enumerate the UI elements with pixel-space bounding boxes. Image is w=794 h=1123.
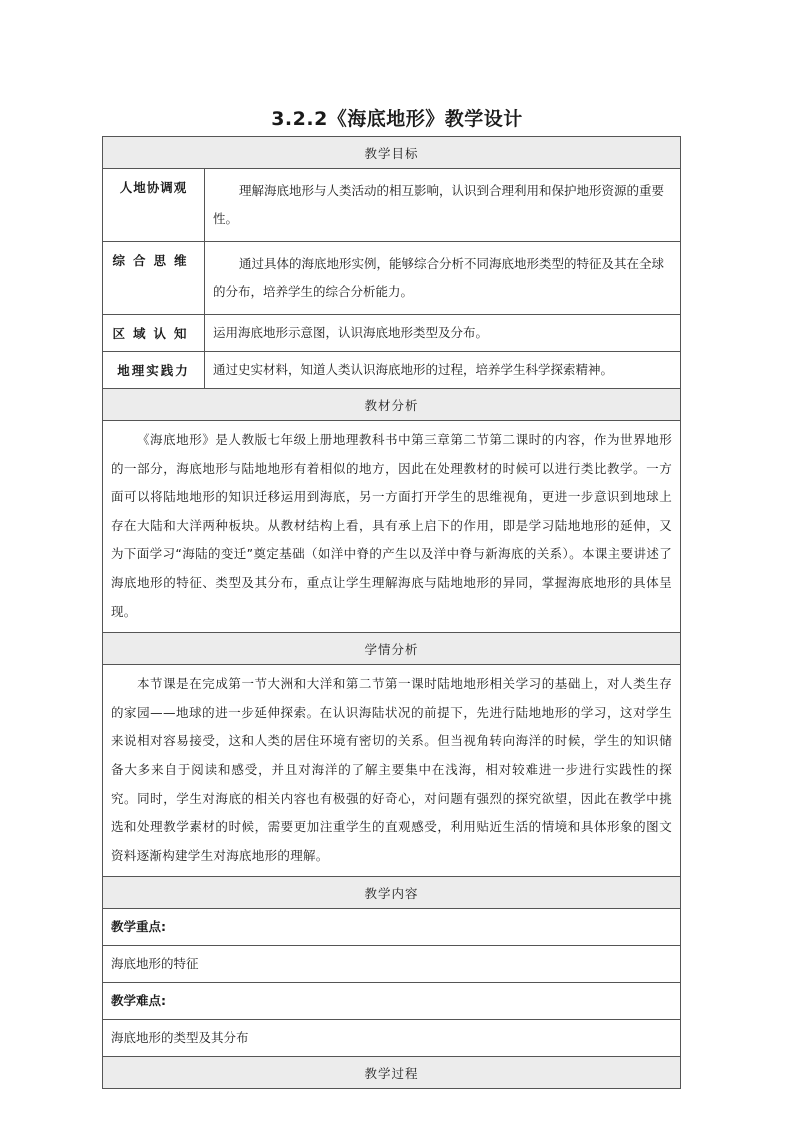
key-points-label: 教学重点: bbox=[103, 909, 681, 946]
page-title: 3.2.2《海底地形》教学设计 bbox=[271, 108, 523, 130]
learner-analysis-text: 本节课是在完成第一节大洲和大洋和第二节第一课时陆地地形相关学习的基础上，对人类生存的家园——地球的进一步延伸探索。在认识海陆状况的前提下，先进行陆地地形的学习，这对学生来说相对容易接受，这和人类的居住环境有密切的关系。但当视角转向海洋的时候，学生的知识储备大多来自于阅读和感受，并且对海洋的了解主要集中在浅海，相对较难进一步进行实践性的探究。同时，学生对海底的相关内容也有极强的好奇心，对问题有强烈的探究欲望，因此在教学中挑选和处理教学素材的时候，需要更加注重学生的直观感受，利用贴近生活的情境和具体形象的图文资料逐渐构建学生对海底地形的理解。 bbox=[103, 665, 681, 877]
goal-row bbox=[103, 169, 681, 242]
goal-label: 人地协调观 bbox=[103, 169, 205, 242]
difficult-points-label: 教学难点: bbox=[103, 983, 681, 1020]
goal-row bbox=[103, 352, 681, 389]
section-header-material: 教材分析 bbox=[103, 389, 681, 421]
goal-text: 理解海底地形与人类活动的相互影响，认识到合理利用和保护地形资源的重要性。 bbox=[205, 169, 681, 242]
goal-label: 地理实践力 bbox=[103, 352, 205, 389]
goal-row bbox=[103, 315, 681, 352]
key-points-text: 海底地形的特征 bbox=[103, 946, 681, 983]
material-analysis-text: 《海底地形》是人教版七年级上册地理教科书中第三章第二节第二课时的内容，作为世界地形的一部分，海底地形与陆地地形有着相似的地方，因此在处理教材的时候可以进行类比教学。一方面可以将陆地地形的知识迁移运用到海底，另一方面打开学生的思维视角，更进一步意识到地球上存在大陆和大洋两种板块。从教材结构上看，具有承上启下的作用，即是学习陆地地形的延伸，又为下面学习“海陆的变迁”奠定基础（如洋中脊的产生以及洋中脊与新海底的关系）。本课主要讲述了海底地形的特征、类型及其分布，重点让学生理解海底与陆地地形的异同，掌握海底地形的具体呈现。 bbox=[103, 421, 681, 633]
lesson-plan-table bbox=[102, 136, 681, 1089]
section-header-goals: 教学目标 bbox=[103, 137, 681, 169]
goal-text: 通过具体的海底地形实例，能够综合分析不同海底地形类型的特征及其在全球的分布，培养学生的综合分析能力。 bbox=[205, 242, 681, 315]
section-header-process: 教学过程 bbox=[103, 1057, 681, 1089]
section-header-learners: 学情分析 bbox=[103, 633, 681, 665]
goal-row bbox=[103, 242, 681, 315]
section-header-content: 教学内容 bbox=[103, 877, 681, 909]
goal-label: 区域认知 bbox=[103, 315, 205, 352]
goal-text: 通过史实材料，知道人类认识海底地形的过程，培养学生科学探索精神。 bbox=[205, 352, 681, 389]
goal-label: 综合思维 bbox=[103, 242, 205, 315]
goal-text: 运用海底地形示意图，认识海底地形类型及分布。 bbox=[205, 315, 681, 352]
difficult-points-text: 海底地形的类型及其分布 bbox=[103, 1020, 681, 1057]
